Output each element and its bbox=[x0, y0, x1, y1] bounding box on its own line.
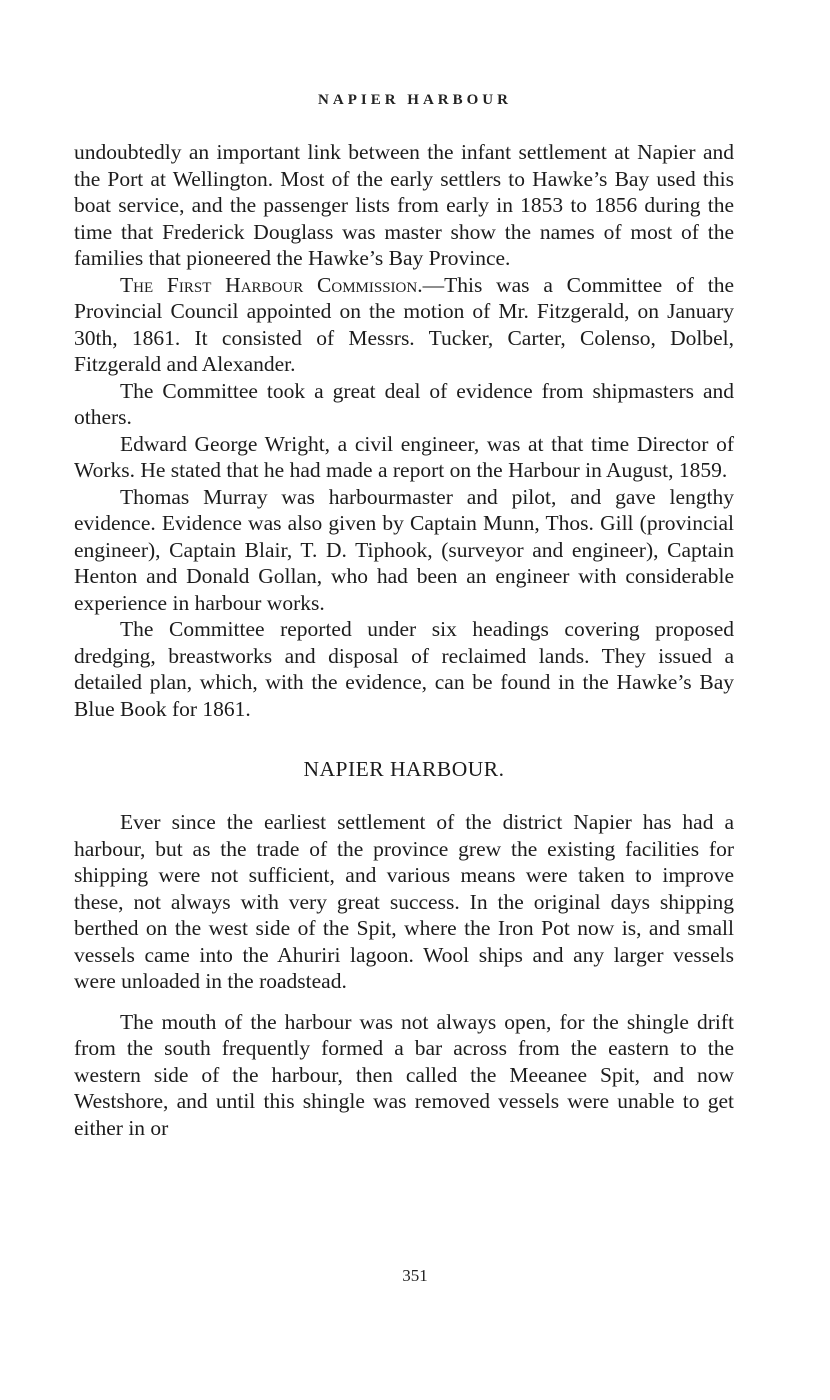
paragraph-harbour-history: Ever since the earliest settlement of the district Napier has had a harbour, but as the trade of the province grew the existing facilities for shipping were not sufficient, and various means were taken to improve these, not always with very great success. In the original days shipping berthed on the west side of the Spit, where the Iron Pot now is, and small vessels came into the Ahuriri lagoon. Wool ships and any larger vessels were unloaded in the roadstead. bbox=[74, 810, 734, 993]
page-number: 351 bbox=[402, 1266, 428, 1285]
paragraph-gap bbox=[74, 995, 734, 1009]
paragraph-body: —This was a Committee of the Provincial Council appointed on the motion of Mr. Fitzgerald, on January 30th, 1861. It consisted of Messrs. Tucker, Carter, Colenso, Dolbel, Fitzgerald and Alexander. bbox=[74, 272, 734, 376]
paragraph-wright: Edward George Wright, a civil engineer, was at that time Director of Works. He stated that he had made a report on the Harbour in August, 1859. bbox=[74, 431, 734, 482]
running-header: NAPIER HARBOUR bbox=[318, 92, 512, 108]
paragraph-evidence: The Committee took a great deal of evidence from shipmasters and others. bbox=[74, 378, 734, 429]
run-in-heading: The First Harbour Commission. bbox=[120, 272, 423, 297]
paragraph-murray: Thomas Murray was harbourmaster and pilot, and gave lengthy evidence. Evidence was also given by Captain Munn, Thos. Gill (provincial engineer), Captain Blair, T. D. Tiphook, (surveyor and engineer), Captain Henton and Donald Gollan, who had been an engineer with considerable experience in harbour works. bbox=[74, 484, 734, 615]
paragraph-first-harbour-commission bbox=[74, 272, 734, 378]
paragraph-harbour-mouth: The mouth of the harbour was not always open, for the shingle drift from the south frequently formed a bar across from the eastern to the western side of the harbour, then called the Meeanee Spit, and now Westshore, and until this shingle was removed vessels were unable to get either in or bbox=[74, 1009, 734, 1140]
section-heading: NAPIER HARBOUR. bbox=[303, 757, 505, 781]
paragraph-committee-report: The Committee reported under six headings covering proposed dredging, breastworks and disposal of reclaimed lands. They issued a detailed plan, which, with the evidence, can be found in the Hawke’s Bay Blue Book for 1861. bbox=[74, 617, 734, 721]
paragraph-continuation: undoubtedly an important link between the infant settlement at Napier and the Port at Wellington. Most of the early settlers to Hawke’s Bay used this boat service, and the passenger lists from early in 1853 to 1856 during the time that Frederick Douglass was master show the names of most of the families that pioneered the Hawke’s Bay Province. bbox=[74, 140, 734, 270]
body-text bbox=[74, 139, 734, 1141]
